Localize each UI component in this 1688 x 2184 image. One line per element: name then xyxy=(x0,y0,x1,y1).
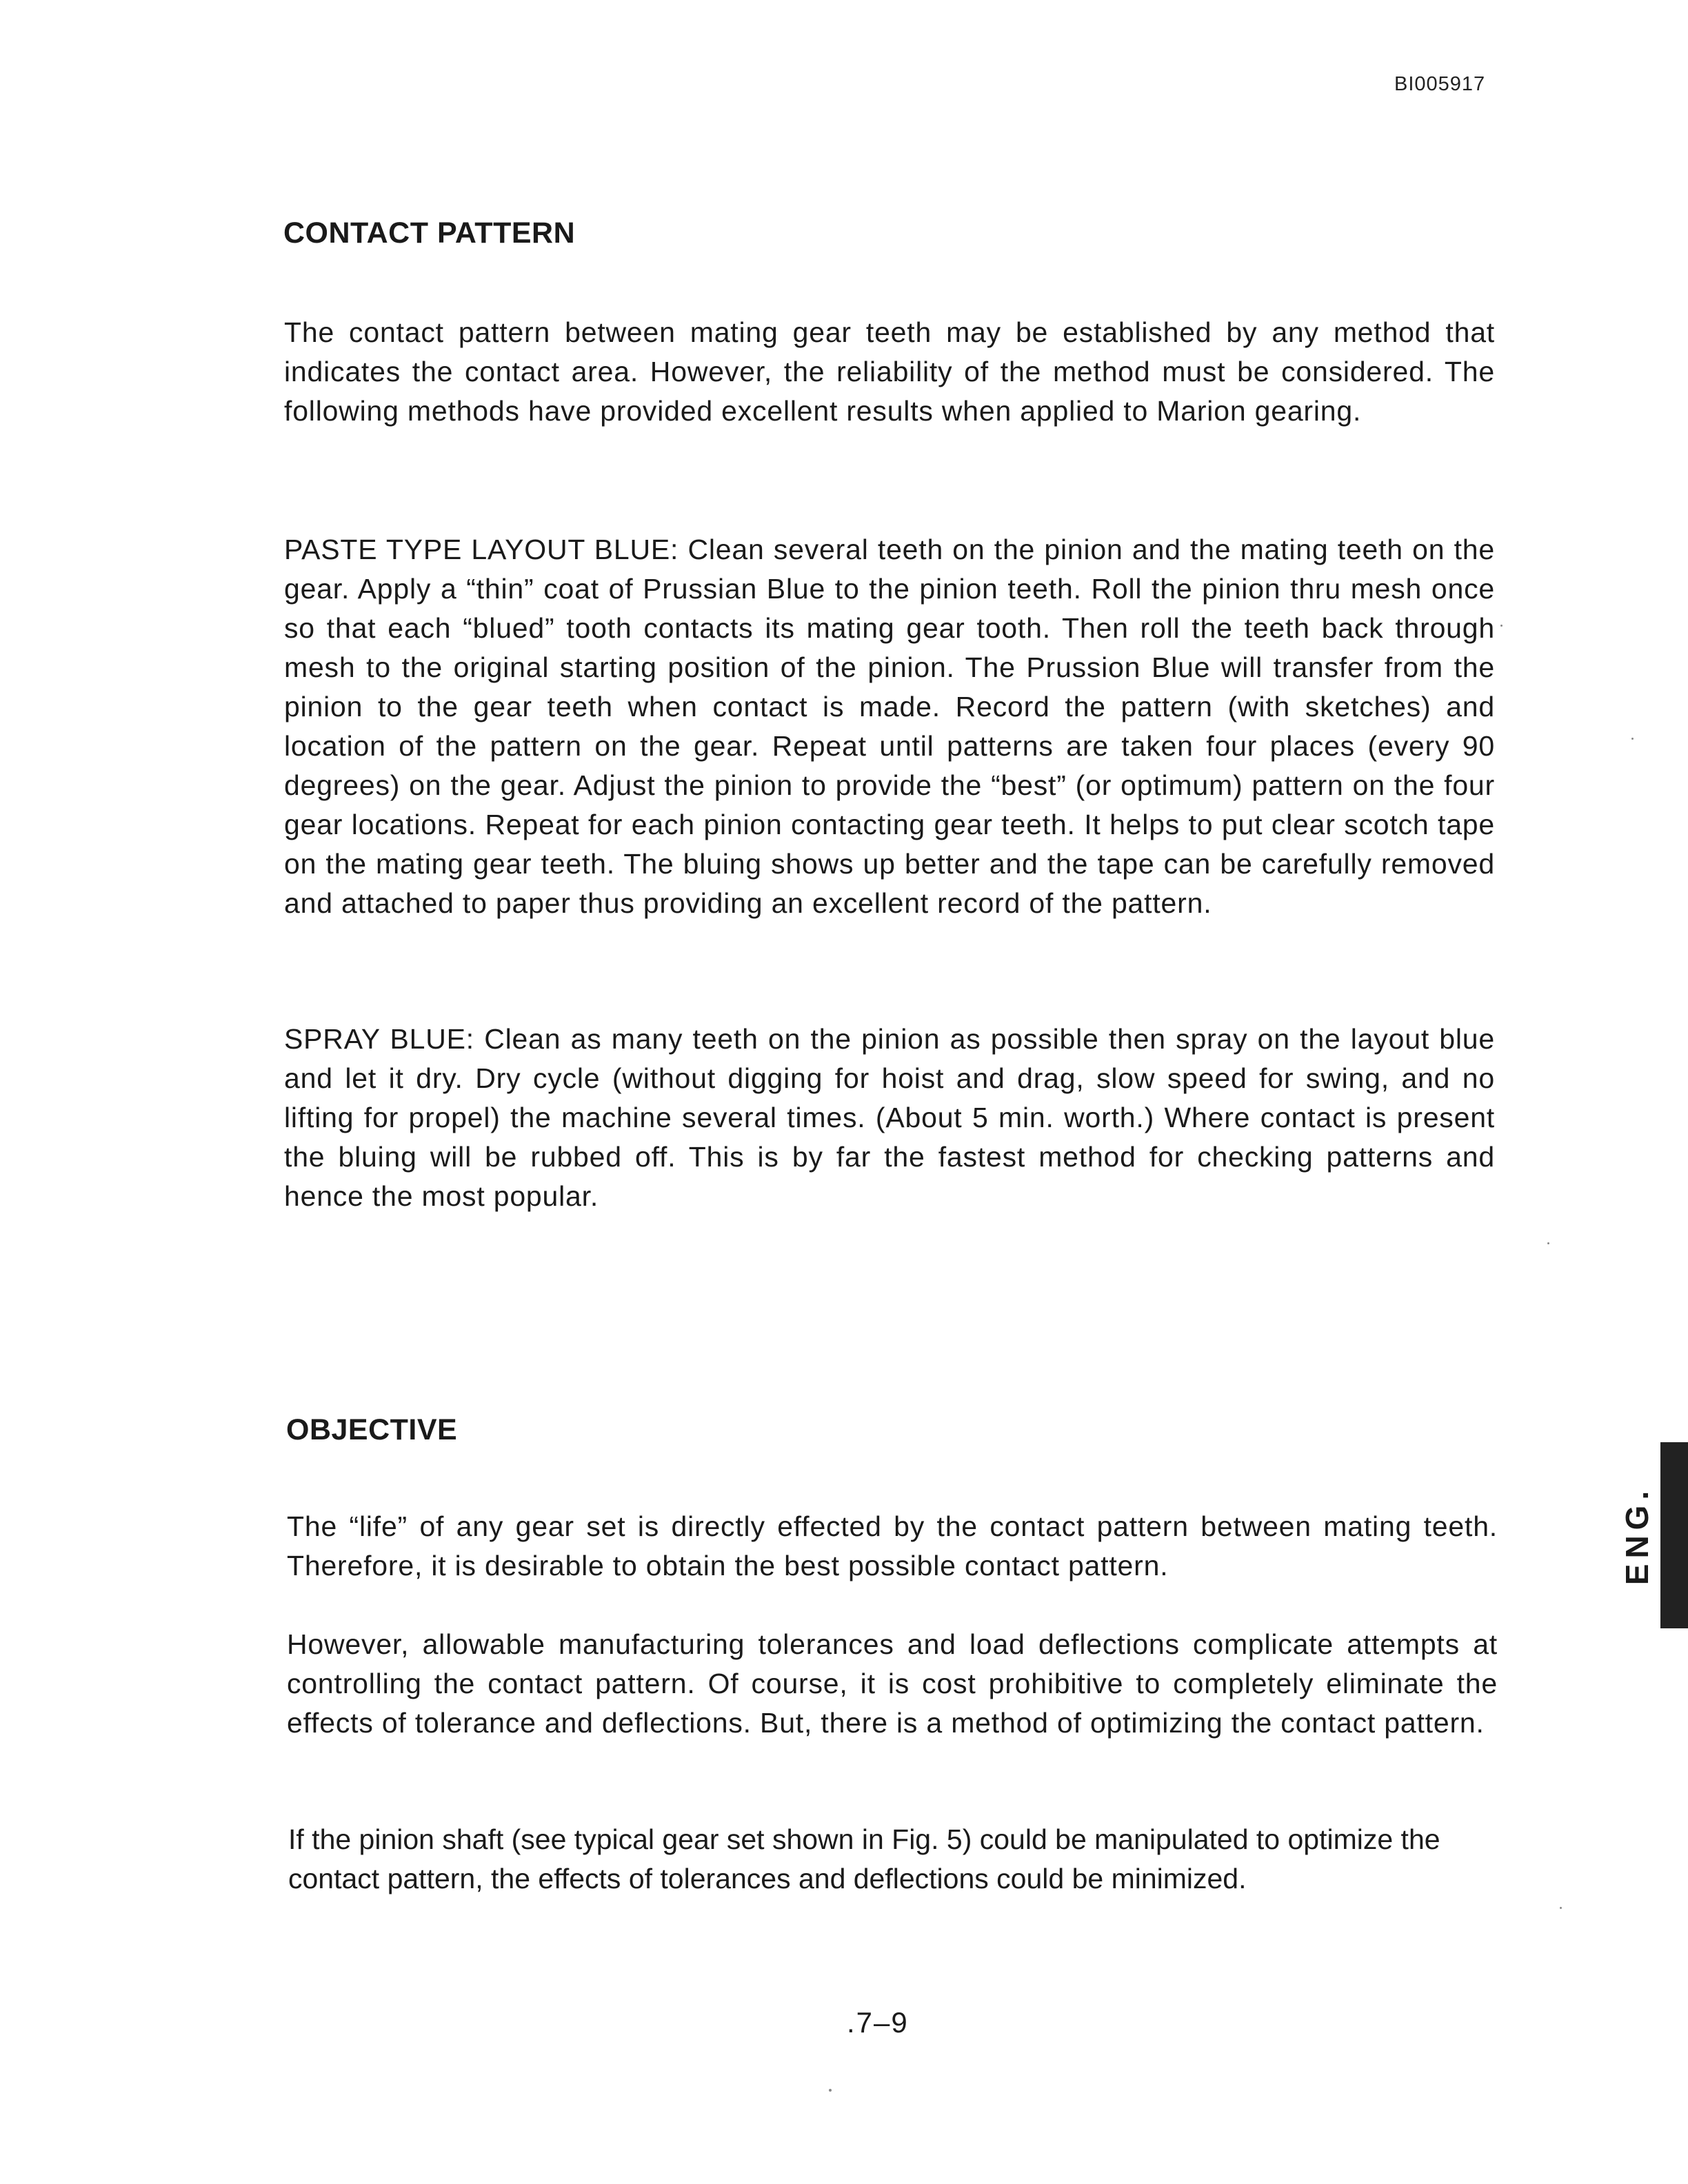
scan-speck xyxy=(1560,1907,1562,1909)
objective-paragraph-1: The “life” of any gear set is directly effected by the contact pattern between mating teeth. Therefore, it is desirable to obtain the best possible contact pattern. xyxy=(287,1510,1498,1581)
spray-blue-paragraph: SPRAY BLUE: Clean as many teeth on the pinion as possible then spray on the layout blue and let it dry. Dry cycle (without digging for hoist and drag, slow speed for swing, and no lifting for propel) the machine several times. (About 5 min. worth.) Where contact is present the bluing will be rubbed off. This is by far the fastest method for checking patterns and hence the most popular. xyxy=(284,1023,1495,1212)
document-id: BI005917 xyxy=(1394,73,1486,95)
scan-speck xyxy=(1631,738,1634,740)
scan-speck xyxy=(829,2089,832,2092)
objective-paragraph-3: If the pinion shaft (see typical gear set shown in Fig. 5) could be manipulated to optimize the contact pattern, the effects of tolerances and deflections could be minimized. xyxy=(288,1823,1440,1894)
side-tab-marker-bar xyxy=(1660,1442,1688,1628)
page-number: .7–9 xyxy=(847,2006,909,2039)
scan-speck xyxy=(1547,1242,1549,1244)
objective-paragraph-2: However, allowable manufacturing tolerances and load deflections complicate attempts at controlling the contact pattern. Of course, it is cost prohibitive to completely eliminate the effects of tolerance and deflections. But, there is a method of optimizing the contact pattern. xyxy=(287,1628,1498,1739)
contact-pattern-intro-paragraph: The contact pattern between mating gear teeth may be established by any method that indicates the contact area. However, the reliability of the method must be considered. The following methods have provided excellent results when applied to Marion gearing. xyxy=(284,316,1495,427)
scan-speck xyxy=(1500,625,1503,627)
paste-type-layout-blue-paragraph: PASTE TYPE LAYOUT BLUE: Clean several teeth on the pinion and the mating teeth on the gear. Apply a “thin” coat of Prussian Blue to the pinion teeth. Roll the pinion thru mesh once so that each “blued” tooth contacts its mating gear tooth. Then roll the teeth back through mesh to the original starting position of the pinion. The Prussion Blue will transfer from the pinion to the gear teeth when contact is made. Record the pattern (with sketches) and location of the pattern on the gear. Repeat until patterns are taken four places (every 90 degrees) on the gear. Adjust the pinion to provide the “best” (or optimum) pattern on the four gear locations. Repeat for each pinion contacting gear teeth. It helps to put clear scotch tape on the mating gear teeth. The bluing shows up better and the tape can be carefully removed and attached to paper thus providing an excellent record of the pattern. xyxy=(284,534,1495,919)
side-tab-label: ENG. xyxy=(1619,1485,1655,1586)
objective-heading: OBJECTIVE xyxy=(286,1413,458,1446)
contact-pattern-heading: CONTACT PATTERN xyxy=(283,216,576,250)
section-side-tab xyxy=(1616,1435,1688,1635)
